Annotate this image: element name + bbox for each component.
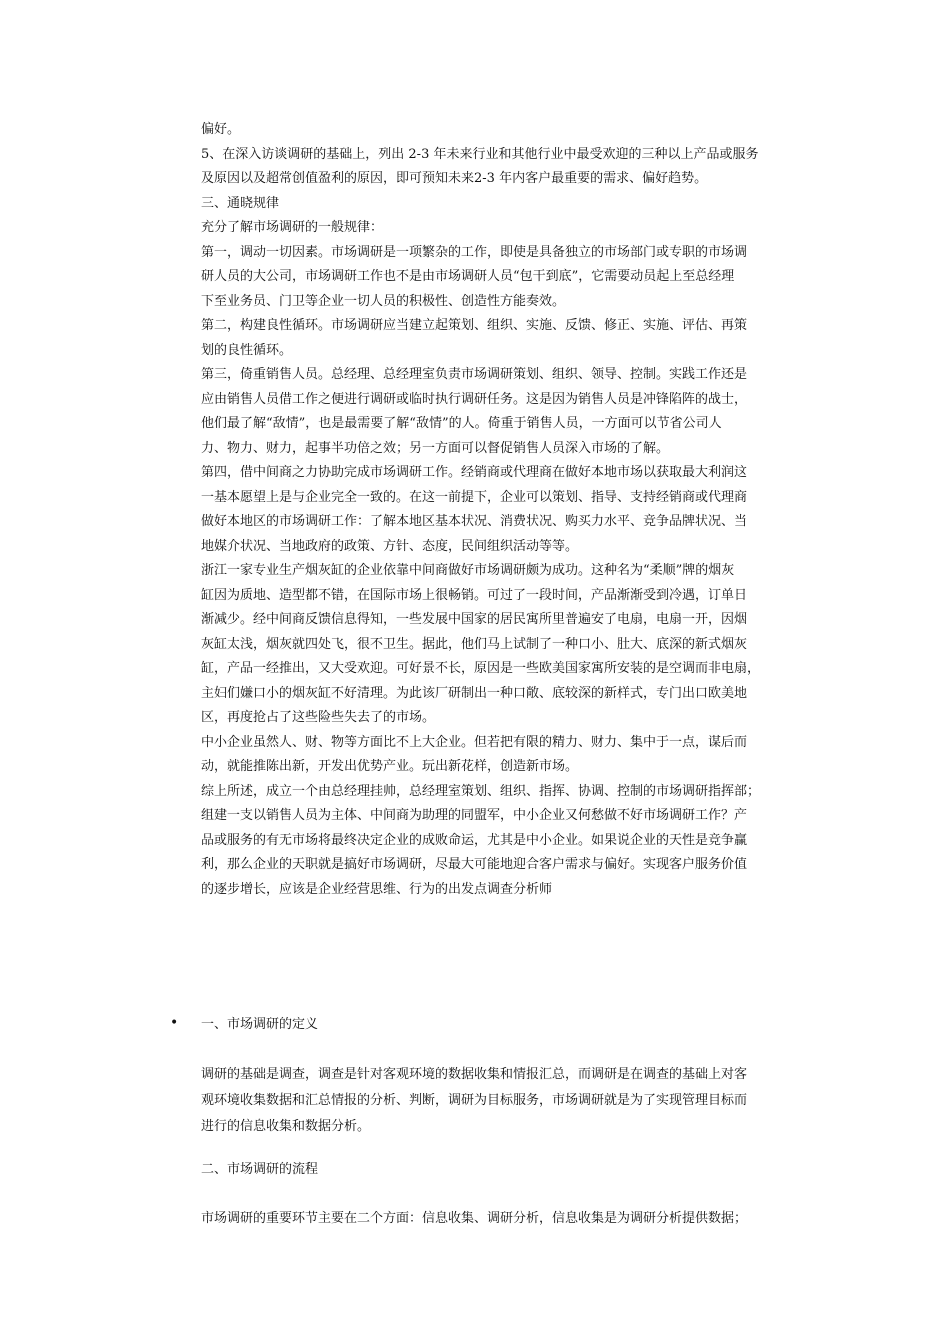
text-line: 市场调研的重要环节主要在二个方面：信息收集、调研分析，信息收集是为调研分析提供数据； bbox=[201, 1211, 748, 1226]
text-line: 第一，调动一切因素。市场调研是一项繁杂的工作，即使是具备独立的市场部门或专职的市场调 bbox=[201, 244, 748, 260]
text-line: 主妇们嫌口小的烟灰缸不好清理。为此该厂研制出一种口敞、底较深的新样式，专门出口欧美地 bbox=[201, 685, 748, 701]
text-line: 灰缸太浅，烟灰就四处飞，很不卫生。据此，他们马上试制了一种口小、肚大、底深的新式烟灰 bbox=[201, 636, 748, 652]
text-line: 充分了解市场调研的一般规律： bbox=[201, 220, 384, 235]
text-line: 第四，借中间商之力协助完成市场调研工作。经销商或代理商在做好本地市场以获取最大利润这 bbox=[201, 465, 748, 480]
text-line: 品或服务的有无市场将最终决定企业的成败命运，尤其是中小企业。如果说企业的天性是竞争赢 bbox=[201, 832, 748, 848]
heading-market-research-definition: 一、市场调研的定义 bbox=[201, 1017, 319, 1032]
text-line: 综上所述，成立一个由总经理挂帅，总经理室策划、组织、指挥、协调、控制的市场调研指挥部； bbox=[201, 783, 761, 799]
text-line: 一基本愿望上是与企业完全一致的。在这一前提下，企业可以策划、指导、支持经销商或代理商 bbox=[201, 489, 748, 505]
text-line: 中小企业虽然人、财、物等方面比不上大企业。但若把有限的精力、财力、集中于一点，谋后而 bbox=[201, 734, 748, 750]
text-line: 动，就能推陈出新，开发出优势产业。玩出新花样，创造新市场。 bbox=[201, 759, 579, 774]
heading-market-research-process: 二、市场调研的流程 bbox=[201, 1162, 319, 1177]
text-line: 渐减少。经中间商反馈信息得知，一些发展中国家的居民寓所里普遍安了电扇，电扇一开，因烟 bbox=[201, 612, 748, 627]
text-line: 研人员的大公司，市场调研工作也不是由市场调研人员“包干到底”，它需要动员起上至总经理 bbox=[201, 269, 735, 284]
text-line: 调研的基础是调查，调查是针对客观环境的数据收集和情报汇总，而调研是在调查的基础上对客 bbox=[201, 1067, 748, 1082]
text-line: 应由销售人员借工作之便进行调研或临时执行调研任务。这是因为销售人员是冲锋陷阵的战士， bbox=[201, 391, 748, 407]
text-line: 区，再度抢占了这些险些失去了的市场。 bbox=[201, 710, 436, 725]
body-text-section-1 bbox=[201, 118, 813, 902]
text-line: 做好本地区的市场调研工作：了解本地区基本状况、消费状况、购买力水平、竞争品牌状况、当 bbox=[201, 514, 748, 529]
body-text-section-2 bbox=[201, 1062, 813, 1140]
bullet-marker: • bbox=[170, 1015, 179, 1031]
text-line: 偏好。 bbox=[201, 122, 241, 137]
text-line: 利，那么企业的天职就是搞好市场调研，尽最大可能地迎合客户需求与偏好。实现客户服务价值 bbox=[201, 857, 748, 872]
text-line: 及原因以及超常创值盈利的原因，即可预知未来2-3 年内客户最重要的需求、偏好趋势。 bbox=[201, 171, 708, 186]
text-line: 第三，倚重销售人员。总经理、总经理室负责市场调研策划、组织、领导、控制。实践工作还是 bbox=[201, 367, 748, 382]
text-line: 缸因为质地、造型都不错，在国际市场上很畅销。可过了一段时间，产品渐渐受到冷遇，订单日 bbox=[201, 587, 748, 603]
text-line: 观环境收集数据和汇总情报的分析、判断，调研为目标服务，市场调研就是为了实现管理目标而 bbox=[201, 1093, 748, 1108]
text-line: 划的良性循环。 bbox=[201, 342, 293, 358]
text-line: 5、在深入访谈调研的基础上，列出 2-3 年未来行业和其他行业中最受欢迎的三种以上产品或服务 bbox=[201, 146, 759, 162]
text-line: 三、通晓规律 bbox=[201, 195, 280, 211]
text-line: 第二，构建良性循环。市场调研应当建立起策划、组织、实施、反馈、修正、实施、评估、再策 bbox=[201, 318, 748, 333]
text-line: 的逐步增长，应该是企业经营思维、行为的出发点调查分析师 bbox=[201, 881, 553, 897]
text-line: 浙江一家专业生产烟灰缸的企业依靠中间商做好市场调研颇为成功。这种名为“柔顺”牌的烟灰 bbox=[201, 563, 735, 578]
text-line: 地媒介状况、当地政府的政策、方针、态度，民间组织活动等等。 bbox=[201, 538, 579, 554]
text-line: 进行的信息收集和数据分析。 bbox=[201, 1119, 371, 1134]
text-line: 他们最了解“敌情”，也是最需要了解“敌情”的人。倚重于销售人员，一方面可以节省公司人 bbox=[201, 416, 722, 431]
text-line: 下至业务员、门卫等企业一切人员的积极性、创造性方能奏效。 bbox=[201, 293, 566, 309]
text-line: 缸，产品一经推出，又大受欢迎。可好景不长，原因是一些欧美国家寓所安装的是空调而非电扇， bbox=[201, 661, 761, 676]
body-text-section-3 bbox=[201, 1207, 813, 1232]
text-line: 组建一支以销售人员为主体、中间商为助理的同盟军，中小企业又何愁做不好市场调研工作？产 bbox=[201, 808, 748, 823]
text-line: 力、物力、财力，起事半功倍之效；另一方面可以督促销售人员深入市场的了解。 bbox=[201, 440, 670, 456]
